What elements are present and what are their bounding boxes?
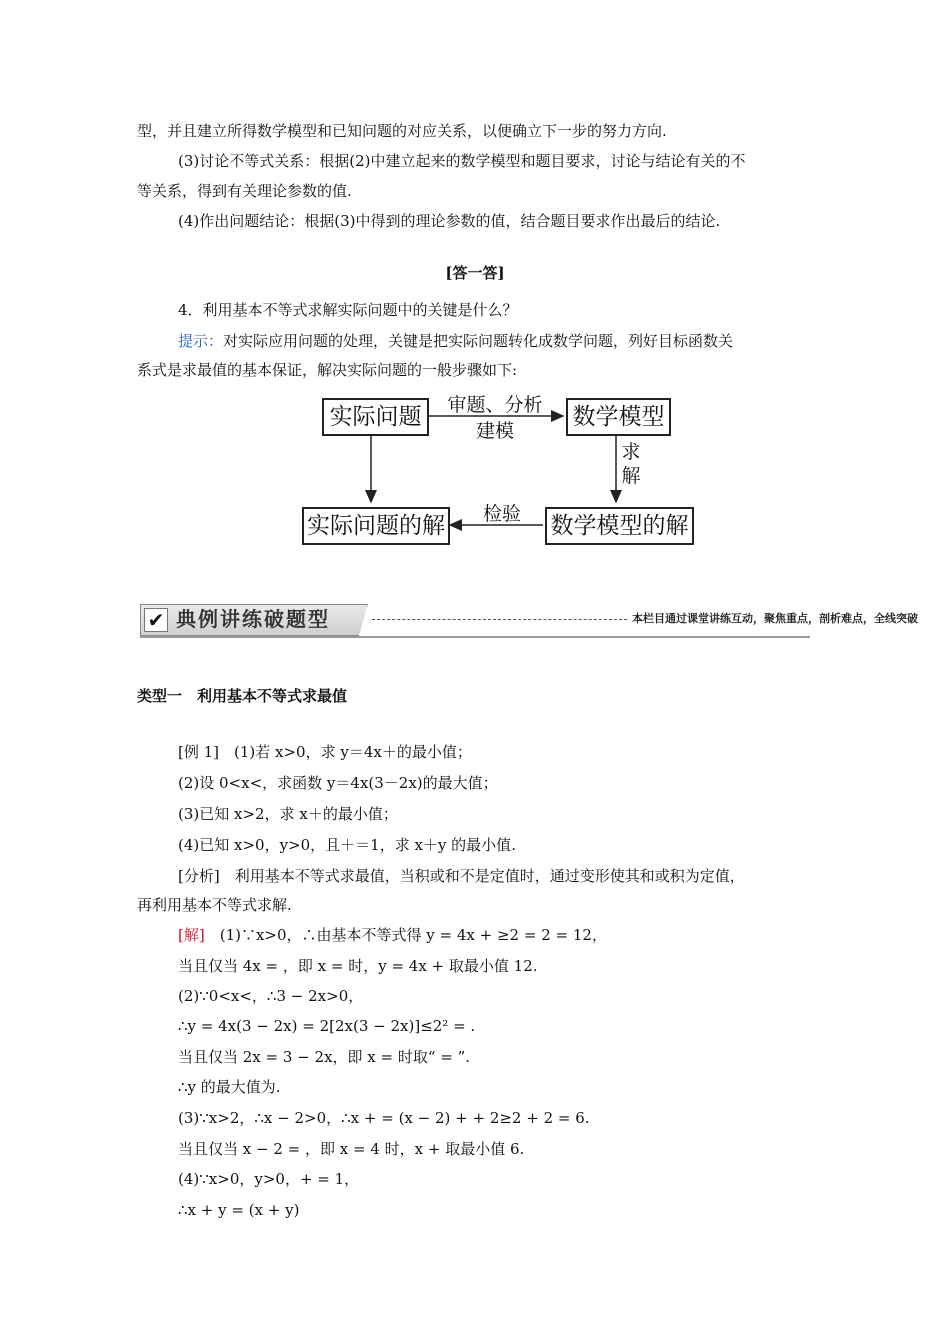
label-solve-1: 求: [621, 441, 641, 463]
solution-text: (1)∵x>0，∴由基本不等式得 y = 4x + ≥2 = 2 = 12，: [204, 926, 607, 944]
label-solve-2: 解: [621, 465, 641, 487]
question-text: 4．利用基本不等式求解实际问题中的关键是什么？: [178, 301, 518, 319]
label-check: 检验: [482, 503, 521, 525]
solution-label: [解]: [178, 926, 205, 944]
example-line: [例 1] (1)若 x>0，求 y＝4x＋的最小值；: [178, 743, 472, 761]
label-modeling: 建模: [475, 420, 514, 442]
solution-line: (3)∵x>2，∴x − 2>0，∴x + = (x − 2) + + 2≥2 + 2 = 6.: [178, 1109, 590, 1127]
hint-label: 提示：: [178, 332, 224, 350]
type-heading: 类型一 利用基本不等式求最值: [137, 687, 348, 705]
box-actual-solution: 实际问题的解: [302, 507, 450, 545]
example-line: (2)设 0<x<，求函数 y＝4x(3－2x)的最大值；: [178, 774, 498, 792]
paragraph-line: 等关系，得到有关理论参数的值.: [137, 182, 352, 200]
example-line: (4)已知 x>0，y>0，且＋＝1，求 x＋y 的最小值.: [178, 836, 516, 854]
solution-line: 当且仅当 2x = 3 − 2x，即 x = 时取“ = ”.: [178, 1048, 471, 1066]
solution-line-1: [178, 925, 607, 945]
check-icon: ✔: [144, 608, 168, 632]
diagram-arrows: [0, 0, 950, 560]
hint-text: 对实际应用问题的处理，关键是把实际问题转化成数学问题，列好目标函数关: [223, 332, 734, 350]
box-model-solution: 数学模型的解: [545, 507, 694, 545]
paragraph-line: (4)作出问题结论：根据(3)中得到的理论参数的值，结合题目要求作出最后的结论.: [178, 212, 721, 230]
banner-dashed-line: [372, 619, 627, 620]
box-math-model: 数学模型: [566, 398, 671, 436]
solution-line: (2)∵0<x<，∴3 − 2x>0，: [178, 987, 364, 1005]
analysis-line-2: 再利用基本不等式求解.: [137, 896, 292, 914]
hint-line-2: 系式是求最值的基本保证，解决实际问题的一般步骤如下:: [137, 361, 518, 379]
analysis-line-1: [分析] 利用基本不等式求最值，当积或和不是定值时，通过变形使其和或积为定值，: [178, 867, 745, 885]
section-heading: [答一答]: [445, 264, 505, 282]
banner-underline: [140, 636, 810, 638]
banner-title: 典例讲练破题型: [176, 607, 330, 631]
paragraph-line: (3)讨论不等式关系：根据(2)中建立起来的数学模型和题目要求，讨论与结论有关的不: [178, 152, 746, 170]
paragraph-line: 型，并且建立所得数学模型和已知问题的对应关系，以便确立下一步的努力方向.: [137, 122, 667, 140]
solution-line: ∴y = 4x(3 − 2x) = 2[2x(3 − 2x)]≤2² = .: [178, 1017, 476, 1035]
example-line: (3)已知 x>2，求 x＋的最小值；: [178, 805, 398, 823]
solution-line: (4)∵x>0，y>0，+ = 1，: [178, 1170, 360, 1188]
label-review-analyze: 审题、分析: [447, 394, 543, 416]
solution-line: 当且仅当 4x = ，即 x = 时，y = 4x + 取最小值 12.: [178, 957, 538, 975]
solution-line: ∴y 的最大值为.: [178, 1078, 281, 1096]
solution-line: ∴x + y = (x + y): [178, 1201, 300, 1219]
solution-line: 当且仅当 x − 2 = ，即 x = 4 时，x + 取最小值 6.: [178, 1140, 525, 1158]
box-actual-problem: 实际问题: [322, 398, 429, 436]
section-banner: [140, 604, 918, 638]
banner-note: 本栏目通过课堂讲练互动，聚焦重点，剖析难点，全线突破: [632, 612, 918, 625]
